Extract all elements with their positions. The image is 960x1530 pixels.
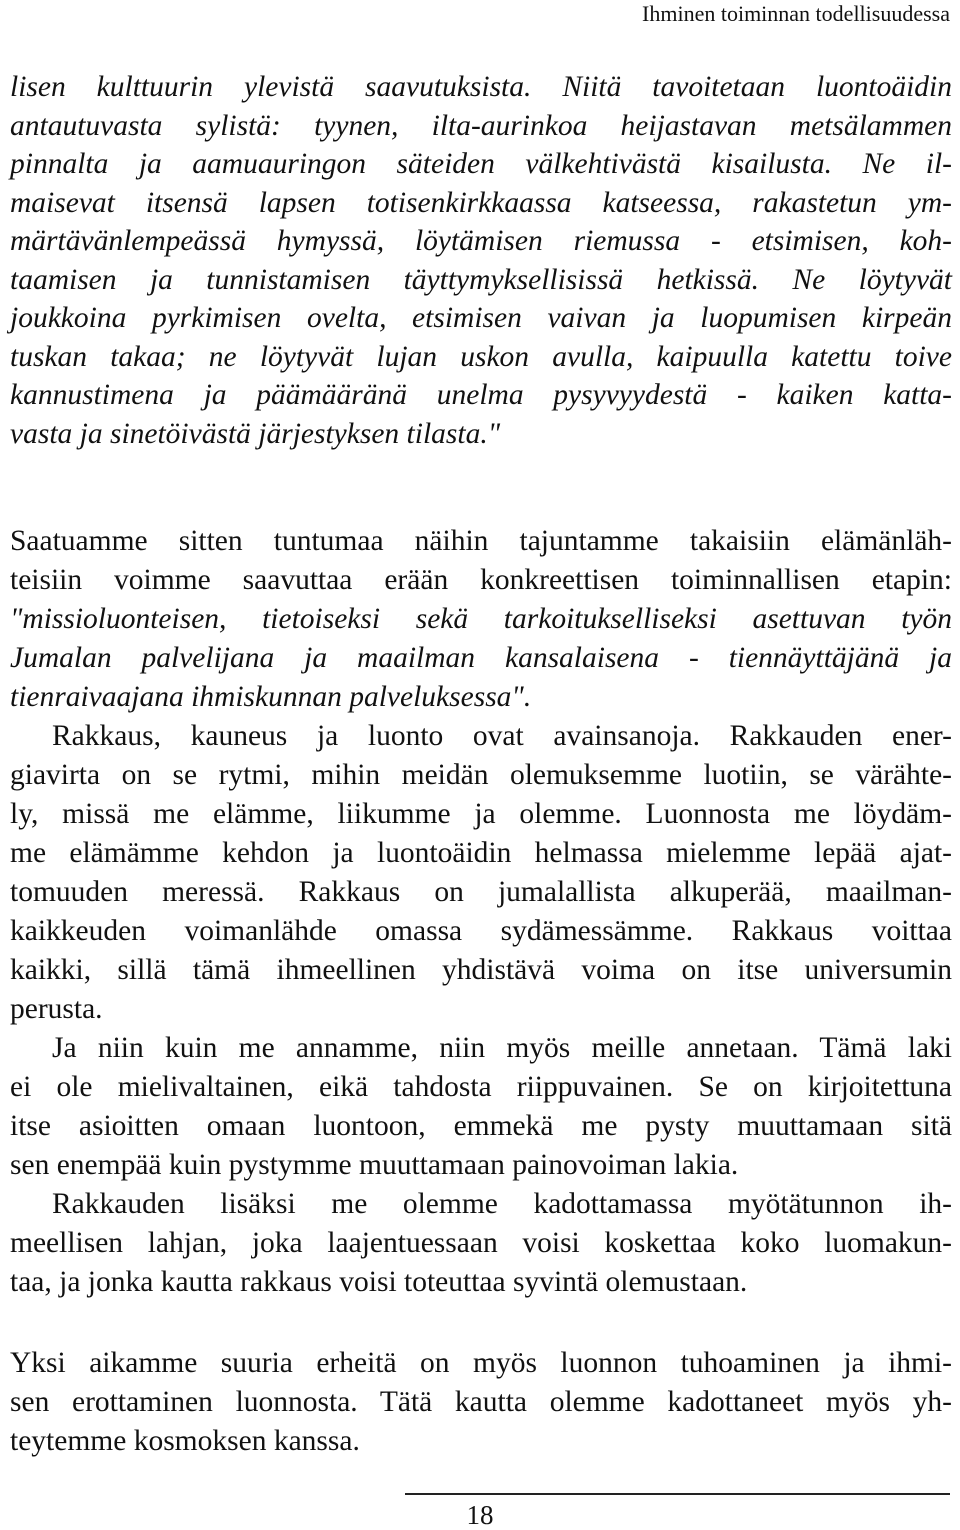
text-line: kaikki, sillä tämä ihmeellinen yhdistävä voima on itse universumin: [10, 954, 952, 986]
text-line: kannustimena ja päämääränä unelma pysyvyydestä - kaiken katta-: [10, 379, 952, 411]
text-line: ly, missä me elämme, liikumme ja olemme. Luonnosta me löydäm-: [10, 798, 952, 830]
footer-rule: [405, 1493, 950, 1495]
text-line: sen enempää kuin pystymme muuttamaan painovoiman lakia.: [10, 1149, 739, 1181]
text-line: vasta ja sinetöivästä järjestyksen tilasta.": [10, 417, 501, 450]
page-number: 18: [466, 1500, 494, 1530]
text-line: joukkoina pyrkimisen ovelta, etsimisen vaivan ja luopumisen kirpeän: [10, 302, 952, 334]
text-line: Jumalan palvelijana ja maailman kansalaisena - tiennäyttäjänä ja: [10, 642, 952, 674]
text-line: "missioluonteisen, tietoiseksi sekä tarkoitukselliseksi asettuvan työn: [10, 603, 952, 635]
text-line: perusta.: [10, 993, 103, 1025]
text-line: kaikkeuden voimanlähde omassa sydämessämme. Rakkaus voittaa: [10, 915, 952, 947]
text-line: teisiin voimme saavuttaa erään konkreettisen toiminnallisen etapin:: [10, 564, 952, 596]
text-line: lisen kulttuurin ylevistä saavutuksista. Niitä tavoitetaan luontoäidin: [10, 71, 952, 103]
text-line: meellisen lahjan, joka laajentuessaan voisi koskettaa koko luomakun-: [10, 1227, 952, 1259]
text-line: Saatuamme sitten tuntumaa näihin tajuntamme takaisiin elämänläh-: [10, 525, 952, 557]
text-line: ei ole mielivaltainen, eikä tahdosta riippuvainen. Se on kirjoitettuna: [10, 1071, 952, 1103]
text-line: taamisen ja tunnistamisen täyttymyksellisissä hetkissä. Ne löytyvät: [10, 263, 952, 296]
text-line: itse asioitten omaan luontoon, emmekä me pysty muuttamaan sitä: [10, 1110, 952, 1142]
text-line: Ja niin kuin me annamme, niin myös meille annetaan. Tämä laki: [52, 1032, 952, 1064]
text-line: sen erottaminen luonnosta. Tätä kautta olemme kadottaneet myös yh-: [10, 1386, 952, 1418]
text-line: tomuuden meressä. Rakkaus on jumalallista alkuperää, maailman-: [10, 876, 952, 908]
text-line: teytemme kosmoksen kanssa.: [10, 1425, 360, 1457]
text-line: tienraivaajana ihmiskunnan palveluksessa".: [10, 681, 532, 713]
text-line: Rakkauden lisäksi me olemme kadottamassa myötätunnon ih-: [52, 1188, 952, 1220]
text-line: Yksi aikamme suuria erheitä on myös luonnon tuhoaminen ja ihmi-: [10, 1347, 952, 1379]
text-line: pinnalta ja aamuauringon säteiden välkehtivästä kisailusta. Ne il-: [10, 148, 952, 180]
text-line: giavirta on se rytmi, mihin meidän olemuksemme luotiin, se värähte-: [10, 759, 952, 791]
text-line: märtävänlempeässä hymyssä, löytämisen riemussa - etsimisen, koh-: [10, 225, 952, 257]
text-line: Rakkaus, kauneus ja luonto ovat avainsanoja. Rakkauden ener-: [52, 720, 952, 752]
running-header: Ihminen toiminnan todellisuudessa: [642, 1, 950, 26]
text-line: me elämämme kehdon ja luontoäidin helmassa mielemme lepää ajat-: [10, 837, 952, 869]
text-line: taa, ja jonka kautta rakkaus voisi toteuttaa syvintä olemustaan.: [10, 1266, 748, 1298]
text-line: tuskan takaa; ne löytyvät lujan uskon avulla, kaipuulla katettu toive: [10, 340, 952, 373]
text-line: maisevat itsensä lapsen totisenkirkkaassa katseessa, rakastetun ym-: [10, 186, 952, 219]
text-line: antautuvasta sylistä: tyynen, ilta-aurinkoa heijastavan metsälammen: [10, 109, 952, 142]
